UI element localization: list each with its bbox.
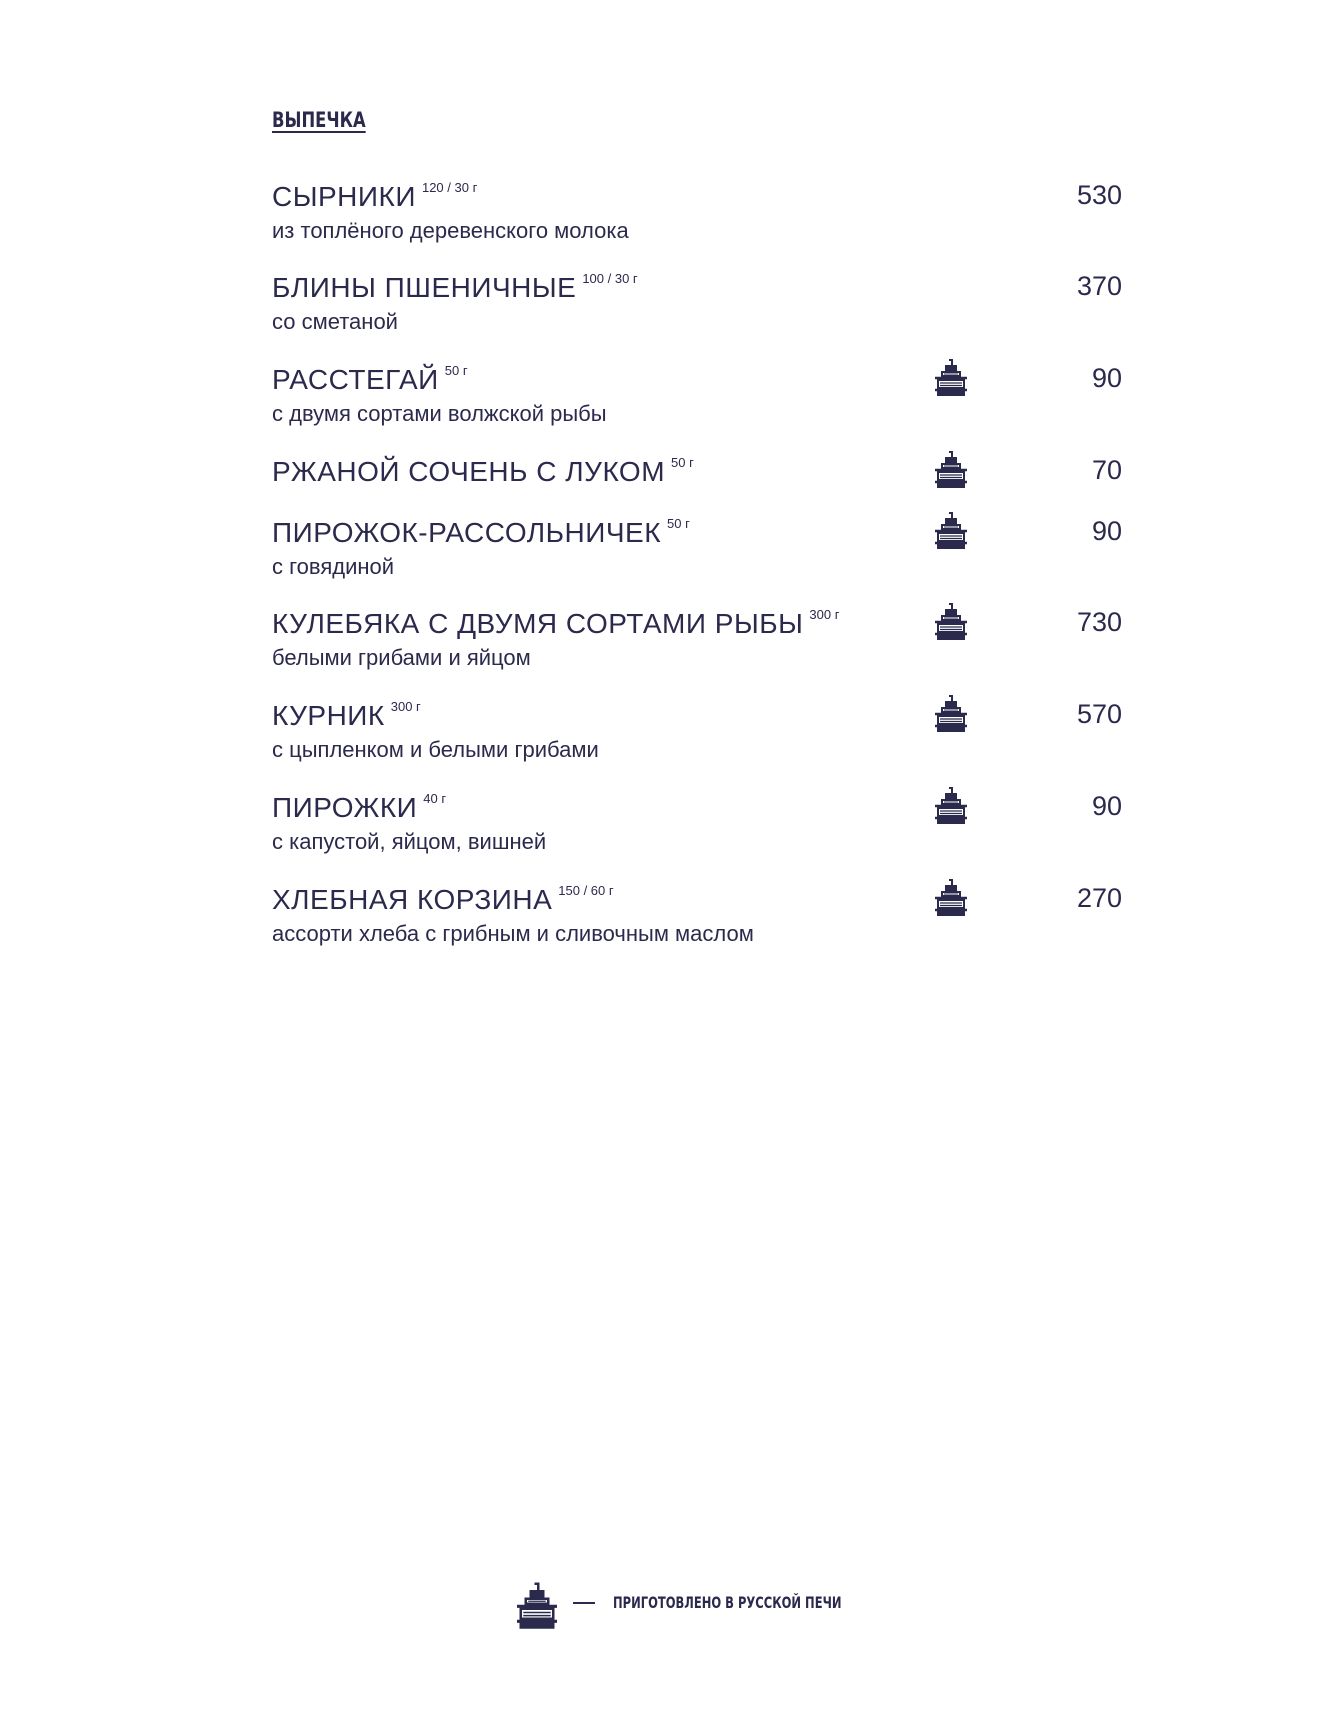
menu-item xyxy=(272,180,1122,260)
russian-oven-icon xyxy=(932,510,970,550)
item-name: КУЛЕБЯКА С ДВУМЯ СОРТАМИ РЫБЫ $^{300 г}$ xyxy=(272,607,840,639)
russian-oven-icon xyxy=(932,357,970,397)
item-weight: 40 г xyxy=(423,791,447,806)
section-title: ВЫПЕЧКА xyxy=(272,108,366,132)
menu-item xyxy=(272,699,1122,779)
item-price: 270 xyxy=(1076,883,1122,913)
item-price: 90 xyxy=(1091,516,1122,546)
item-weight: 50 г xyxy=(667,516,690,531)
footer-legend xyxy=(513,1580,913,1630)
footer-legend-text: ПРИГОТОВЛЕНО В РУССКОЙ ПЕЧИ xyxy=(613,1593,842,1612)
item-price: 530 xyxy=(1076,180,1122,210)
russian-oven-icon xyxy=(932,601,970,641)
item-price: 370 xyxy=(1076,271,1122,301)
item-price: 570 xyxy=(1076,699,1122,729)
item-price: 90 xyxy=(1091,363,1122,393)
item-name: КУРНИК $^{300 г}$ xyxy=(272,699,421,731)
item-description: из топлёного деревенского молока xyxy=(272,218,629,243)
menu-item xyxy=(272,607,1122,687)
item-name: ПИРОЖКИ $^{40 г}$ xyxy=(272,791,447,823)
item-description: с говядиной xyxy=(272,554,395,579)
item-description: ассорти хлеба с грибным и сливочным маслом xyxy=(272,921,754,946)
russian-oven-icon xyxy=(932,693,970,733)
item-name: РАССТЕГАЙ $^{50 г}$ xyxy=(272,363,468,395)
footer-dash xyxy=(573,1602,595,1604)
menu-item xyxy=(272,363,1122,443)
item-weight: 50 г xyxy=(671,455,694,470)
item-description: белыми грибами и яйцом xyxy=(272,645,531,670)
item-weight: 300 г xyxy=(809,607,840,622)
menu-item xyxy=(272,271,1122,351)
item-description: со сметаной xyxy=(272,309,398,334)
item-name: ПИРОЖОК-РАССОЛЬНИЧЕК $^{50 г}$ xyxy=(272,516,690,548)
menu-item xyxy=(272,791,1122,871)
item-name: СЫРНИКИ $^{120 / 30 г}$ xyxy=(272,180,478,212)
menu-item xyxy=(272,516,1122,596)
item-description: с двумя сортами волжской рыбы xyxy=(272,401,607,426)
item-name: БЛИНЫ ПШЕНИЧНЫЕ $^{100 / 30 г}$ xyxy=(272,271,638,303)
item-weight: 100 / 30 г xyxy=(582,271,638,286)
item-weight: 300 г xyxy=(390,699,421,714)
russian-oven-icon xyxy=(513,1580,561,1630)
russian-oven-icon xyxy=(932,877,970,917)
item-description: с капустой, яйцом, вишней xyxy=(272,829,547,854)
item-name: ХЛЕБНАЯ КОРЗИНА $^{150 / 60 г}$ xyxy=(272,883,614,915)
item-price: 90 xyxy=(1091,791,1122,821)
item-price: 730 xyxy=(1076,607,1122,637)
item-price: 70 xyxy=(1091,455,1122,485)
russian-oven-icon xyxy=(932,785,970,825)
item-weight: 50 г xyxy=(444,363,468,378)
item-weight: 150 / 60 г xyxy=(558,883,614,898)
item-name: РЖАНОЙ СОЧЕНЬ С ЛУКОМ $^{50 г}$ xyxy=(272,455,694,487)
menu-item xyxy=(272,883,1122,963)
item-description: с цыпленком и белыми грибами xyxy=(272,737,599,762)
item-weight: 120 / 30 г xyxy=(421,180,478,195)
russian-oven-icon xyxy=(932,449,970,489)
